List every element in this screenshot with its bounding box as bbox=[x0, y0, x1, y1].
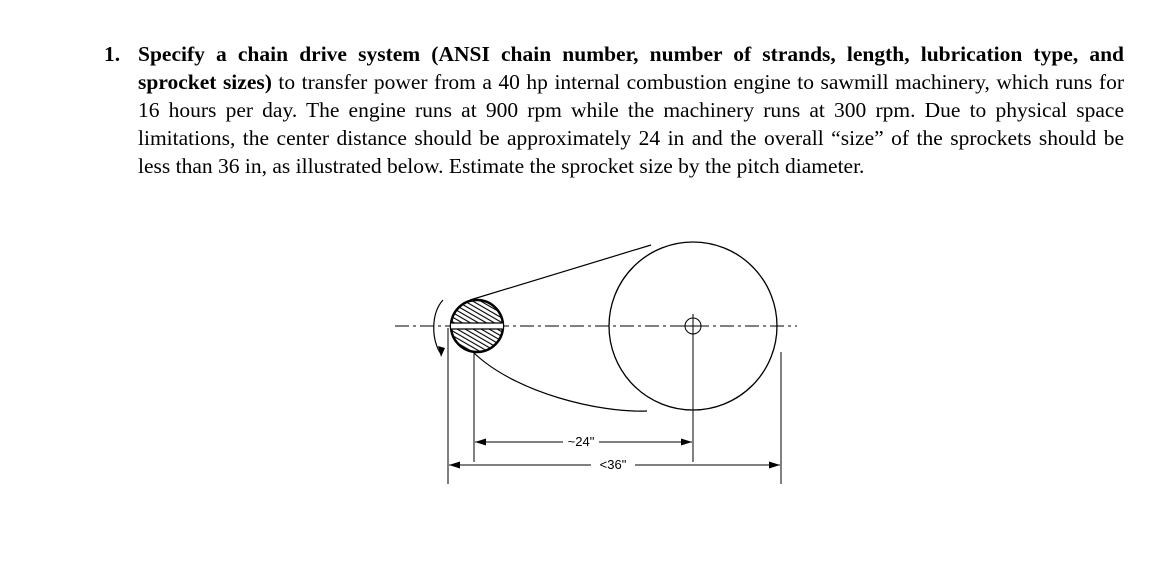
problem-body-text: to transfer power from a 40 hp internal combustion engine to sawmill machinery, which runs for 16 hours per day. The engine runs at 900 rpm while the machinery runs at 300 rpm. Due to physical space limitations, the center distance should be approximately 24 in and the overall “size” of the sprockets should be less than 36 in, as illustrated below. Estimate the sprocket size by the pitch diameter. bbox=[138, 70, 1124, 178]
problem-bold-text: Specify a chain drive system (ANSI chain number, number of strands, length, lubrication type, and sprocket sizes) bbox=[138, 42, 1124, 94]
chain-drive-diagram bbox=[385, 228, 845, 488]
chain-upper-span bbox=[470, 245, 651, 300]
rotation-arrow bbox=[434, 300, 443, 354]
overall-size-label: <36" bbox=[599, 457, 627, 472]
problem-statement bbox=[104, 40, 1124, 180]
chain-lower-span bbox=[473, 352, 647, 411]
problem-text bbox=[138, 40, 1124, 180]
center-distance-label: ~24" bbox=[567, 434, 595, 449]
problem-number: 1. bbox=[104, 42, 121, 66]
